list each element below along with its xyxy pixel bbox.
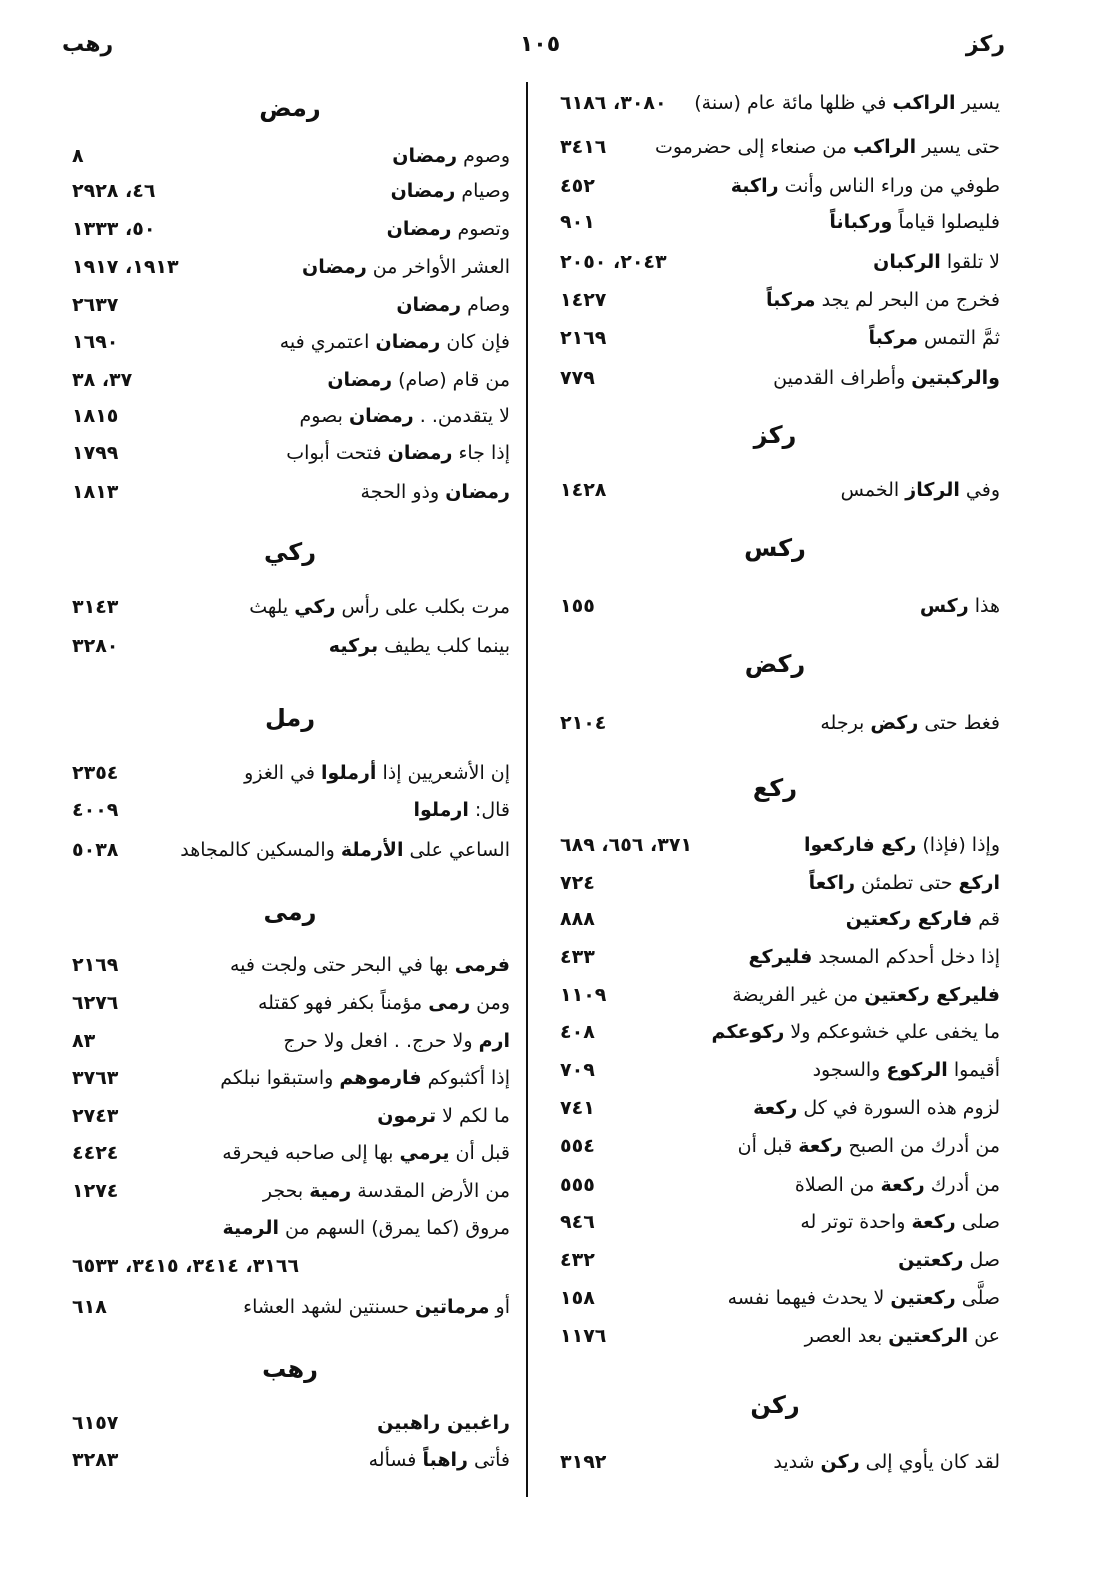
entry-phrase: لزوم هذه السورة في كل xyxy=(797,1097,1000,1119)
entry-keyword: فاركع ركعتين xyxy=(845,908,973,930)
entry-phrase: الخمس xyxy=(840,479,906,501)
entry-phrase: وأطراف القدمين xyxy=(773,367,912,389)
running-head-right: ركز xyxy=(965,32,1005,57)
entry-phrase: وصام xyxy=(461,294,510,316)
left-column-entry-text xyxy=(220,1059,510,1097)
entry-phrase: العشر الأواخر من xyxy=(366,256,510,278)
entry-keyword: رمى xyxy=(428,992,471,1014)
left-column-entry-refs: ١٦٩٠ xyxy=(72,331,119,353)
right-column-entry-text xyxy=(773,1443,1000,1481)
entry-phrase: مرت بكلب على رأس xyxy=(335,596,510,618)
left-column-entry-refs: ٨ xyxy=(72,145,84,167)
entry-keyword: فرمى xyxy=(454,954,510,976)
entry-phrase: اعتمري فيه xyxy=(279,331,376,353)
entry-keyword: ركع فاركعوا xyxy=(803,834,917,856)
left-column-root-heading: رمض xyxy=(259,94,321,122)
entry-phrase: فأتى xyxy=(467,1449,510,1471)
right-column-entry-text xyxy=(694,84,1000,122)
entry-keyword: فليركع xyxy=(748,946,813,968)
entry-phrase: في الغزو xyxy=(244,762,322,784)
entry-keyword: رمضان xyxy=(375,331,441,353)
entry-phrase: بصوم xyxy=(299,405,349,427)
right-column-entry-text xyxy=(753,1089,1000,1127)
right-column-entry-refs: ٢١٠٤ xyxy=(560,712,607,734)
right-column-entry-text xyxy=(712,1013,1000,1051)
left-column-entry-text xyxy=(244,754,510,792)
entry-phrase: إذا دخل أحدكم المسجد xyxy=(812,946,1000,968)
left-column-entry-refs: ٤٤٢٤ xyxy=(72,1142,119,1164)
left-column-entry-refs: ٢٣٥٤ xyxy=(72,762,119,784)
entry-keyword: رمضان xyxy=(392,145,458,167)
left-column-entry-text xyxy=(263,1172,510,1210)
entry-keyword: ركعة xyxy=(753,1097,798,1119)
entry-keyword: الركبان xyxy=(873,251,941,273)
right-column-root-heading: ركز xyxy=(753,421,797,449)
left-column-entry-text xyxy=(327,361,510,399)
left-column-entry-text xyxy=(413,791,510,829)
right-column-entry-refs: ٢٠٤٣، ٢٠٥٠ xyxy=(560,251,667,273)
entry-phrase: فخرج من البحر لم يجد xyxy=(815,289,1000,311)
right-column-entry-refs: ٤٣٢ xyxy=(560,1249,595,1271)
entry-keyword: راغبين راهبين xyxy=(377,1412,510,1434)
entry-phrase: وإذا (فإذا) xyxy=(916,834,1000,856)
left-column-entry-refs: ٣٧٦٣ xyxy=(72,1067,119,1089)
entry-phrase: فغط حتى xyxy=(918,712,1000,734)
entry-phrase: حسنتين لشهد العشاء xyxy=(243,1296,416,1318)
entry-phrase: حتى تطمئن xyxy=(855,872,959,894)
right-column-root-heading: ركع xyxy=(752,774,798,802)
entry-keyword: الرمية xyxy=(222,1217,280,1239)
entry-phrase: شديد xyxy=(773,1451,821,1473)
entry-phrase: من الصلاة xyxy=(794,1174,881,1196)
left-column-root-heading: رهب xyxy=(262,1355,318,1383)
left-column-entry-text xyxy=(361,473,510,511)
right-column-entry-refs: ٨٨٨ xyxy=(560,908,595,930)
running-head-left: رهب xyxy=(62,32,114,57)
entry-keyword: ترمون xyxy=(377,1105,437,1127)
entry-keyword: الراكب xyxy=(892,92,956,114)
right-column-entry-text xyxy=(795,1166,1000,1204)
right-column-entry-text xyxy=(773,359,1000,397)
entry-phrase: بها إلى صاحبه فيحرقه xyxy=(222,1142,400,1164)
entry-keyword: اركع xyxy=(958,872,1000,894)
entry-keyword: والركبتين xyxy=(911,367,1000,389)
left-column-entry-text xyxy=(230,946,510,984)
entry-phrase: من غير الفريضة xyxy=(732,984,865,1006)
right-column-entry-text xyxy=(655,128,1000,166)
entry-keyword: وركباناً xyxy=(829,211,893,233)
entry-phrase: فإن كان xyxy=(440,331,510,353)
entry-keyword: ارملوا xyxy=(413,799,469,821)
entry-phrase: لا تلقوا xyxy=(940,251,1000,273)
entry-keyword: ركض xyxy=(870,712,919,734)
right-column-entry-text xyxy=(920,587,1000,625)
right-column-entry-refs: ١١٠٩ xyxy=(560,984,607,1006)
left-column-entry-refs: ٥٠٣٨ xyxy=(72,839,119,861)
entry-phrase: حتى يسير xyxy=(916,136,1000,158)
left-column-entry-text xyxy=(222,1134,510,1172)
right-column-entry-text xyxy=(766,281,1000,319)
entry-keyword: مركباً xyxy=(868,327,918,349)
left-column-entry-text xyxy=(223,1209,511,1247)
entry-keyword: رمضان xyxy=(387,442,453,464)
entry-phrase: لا يحدث فيهما نفسه xyxy=(727,1287,891,1309)
entry-phrase: ما لكم لا xyxy=(436,1105,510,1127)
entry-phrase: واحدة توتر له xyxy=(800,1211,912,1233)
right-column-entry-text xyxy=(829,203,1000,241)
entry-phrase: ثمَّ التمس xyxy=(917,327,1000,349)
entry-phrase: قم xyxy=(972,908,1000,930)
entry-phrase: من أدرك من الصبح xyxy=(842,1135,1000,1157)
left-column-entry-text xyxy=(286,434,510,472)
entry-phrase: بحجر xyxy=(262,1180,310,1202)
left-column-entry-refs: ٣٢٨٠ xyxy=(72,635,119,657)
left-column-entry-refs: ٣١٤٣ xyxy=(72,596,119,618)
left-column-entry-text xyxy=(243,1288,510,1326)
entry-keyword: راكبة xyxy=(730,175,779,197)
left-column-entry-text xyxy=(180,831,510,869)
entry-phrase: ما يخفى علي خشوعكم ولا xyxy=(784,1021,1000,1043)
right-column-entry-text xyxy=(748,938,1000,976)
entry-phrase: فليصلوا قياماً xyxy=(892,211,1000,233)
entry-keyword: يرمي xyxy=(399,1142,450,1164)
right-column-entry-refs: ١٥٨ xyxy=(560,1287,595,1309)
entry-keyword: ركن xyxy=(820,1451,860,1473)
right-column-entry-refs: ١١٧٦ xyxy=(560,1325,607,1347)
entry-phrase: يسير xyxy=(955,92,1000,114)
entry-phrase: صلَّى xyxy=(955,1287,1000,1309)
left-column-entry-refs: ٦٢٧٦ xyxy=(72,992,119,1014)
right-column-entry-refs: ١٥٥ xyxy=(560,595,595,617)
entry-phrase: بها في البحر حتى ولجت فيه xyxy=(230,954,455,976)
left-column-entry-refs: ٦١٨ xyxy=(72,1296,107,1318)
right-column-entry-refs: ١٤٢٨ xyxy=(560,479,607,501)
right-column-entry-refs: ٧٠٩ xyxy=(560,1059,595,1081)
right-column-entry-text xyxy=(868,319,1000,357)
right-column-entry-text xyxy=(728,1279,1000,1317)
right-column-entry-refs: ٤٣٣ xyxy=(560,946,595,968)
entry-keyword: رمضان xyxy=(396,294,462,316)
right-column-entry-text xyxy=(898,1241,1000,1279)
entry-keyword: ركعتين xyxy=(890,1287,956,1309)
entry-keyword: رمضان xyxy=(386,218,452,240)
entry-keyword: رمضان xyxy=(445,481,510,503)
left-column-entry-refs: ٣٧، ٣٨ xyxy=(72,369,133,391)
entry-phrase: لقد كان يأوي إلى xyxy=(859,1451,1000,1473)
entry-phrase: وفي xyxy=(959,479,1000,501)
entry-phrase: فتحت أبواب xyxy=(286,442,388,464)
right-column-entry-text xyxy=(804,826,1000,864)
right-column-entry-text xyxy=(873,243,1000,281)
entry-phrase: قبل أن xyxy=(449,1142,510,1164)
left-column-entry-refs: ٤٦، ٢٩٢٨ xyxy=(72,180,156,202)
entry-phrase: والمسكين كالمجاهد xyxy=(180,839,341,861)
left-column-entry-refs: ١٧٩٩ xyxy=(72,442,119,464)
left-column-entry-text xyxy=(249,588,510,626)
entry-phrase: الساعي على xyxy=(403,839,510,861)
entry-phrase: قبل أن xyxy=(737,1135,799,1157)
entry-phrase: برجله xyxy=(820,712,871,734)
page-number: ١٠٥ xyxy=(519,32,561,57)
entry-phrase: لا يتقدمن. . xyxy=(413,405,510,427)
entry-phrase: طوفي من وراء الناس وأنت xyxy=(778,175,1000,197)
entry-keyword: راهباً xyxy=(422,1449,468,1471)
entry-keyword: ركي xyxy=(294,596,336,618)
entry-phrase: والسجود xyxy=(812,1059,887,1081)
column-divider xyxy=(526,82,528,1497)
left-column-root-heading: ركي xyxy=(263,538,317,566)
right-column-entry-text xyxy=(731,167,1000,205)
entry-keyword: فارموهم xyxy=(339,1067,422,1089)
left-column-entry-refs: ٥٠، ١٣٣٣ xyxy=(72,218,156,240)
left-column-entry-refs: ١٩١٣، ١٩١٧ xyxy=(72,256,179,278)
left-column-entry-refs: ٣١٦٦، ٣٤١٤، ٣٤١٥، ٦٥٣٣ xyxy=(72,1255,300,1277)
entry-keyword: ارم xyxy=(478,1030,510,1052)
right-column-entry-refs: ٢١٦٩ xyxy=(560,327,607,349)
entry-keyword: ركعة xyxy=(798,1135,843,1157)
entry-phrase: أقيموا xyxy=(947,1059,1000,1081)
entry-keyword: مركباً xyxy=(766,289,816,311)
left-column-entry-refs: ٢٦٣٧ xyxy=(72,294,119,316)
right-column-root-heading: ركض xyxy=(744,650,806,678)
entry-phrase: ولا حرج. . افعل ولا حرج xyxy=(283,1030,479,1052)
left-column-entry-text xyxy=(377,1097,510,1135)
right-column-entry-refs: ٣٧١، ٦٥٦، ٦٨٩ xyxy=(560,834,693,856)
entry-phrase: وتصوم xyxy=(451,218,510,240)
right-column-entry-refs: ٥٥٥ xyxy=(560,1174,595,1196)
entry-keyword: أرملوا xyxy=(321,762,377,784)
entry-keyword: الركاز xyxy=(905,479,960,501)
right-column-entry-refs: ٣٤١٦ xyxy=(560,136,607,158)
entry-phrase: إن الأشعريين إذا xyxy=(376,762,510,784)
entry-keyword: رمضان xyxy=(348,405,414,427)
left-column-entry-refs: ١٢٧٤ xyxy=(72,1180,119,1202)
left-column-entry-text xyxy=(280,323,510,361)
right-column-entry-text xyxy=(846,900,1000,938)
left-column-entry-refs: ٢١٦٩ xyxy=(72,954,119,976)
right-column-entry-refs: ٩٤٦ xyxy=(560,1211,595,1233)
left-column-entry-refs: ٤٠٠٩ xyxy=(72,799,119,821)
left-column-entry-refs: ١٨١٣ xyxy=(72,481,119,503)
right-column-entry-refs: ١٤٢٧ xyxy=(560,289,607,311)
left-column-root-heading: رمل xyxy=(264,704,316,732)
left-column-entry-text xyxy=(283,1022,510,1060)
right-column-entry-refs: ٤٥٢ xyxy=(560,175,595,197)
entry-phrase: بينما كلب يطيف xyxy=(378,635,510,657)
entry-keyword: ركس xyxy=(919,595,969,617)
right-column-entry-text xyxy=(805,1317,1000,1355)
entry-phrase: من صنعاء إلى حضرموت xyxy=(654,136,853,158)
left-column-entry-refs: ٣٢٨٣ xyxy=(72,1449,119,1471)
left-column-entry-text xyxy=(387,210,510,248)
entry-phrase: من الأرض المقدسة xyxy=(351,1180,510,1202)
right-column-entry-text xyxy=(732,976,1000,1014)
left-column-entry-text xyxy=(302,248,510,286)
left-column-entry-text xyxy=(377,1404,510,1442)
left-column-entry-text xyxy=(391,172,510,210)
entry-keyword: ركعتين xyxy=(898,1249,964,1271)
left-column-entry-refs: ٨٣ xyxy=(72,1030,96,1052)
right-column-entry-text xyxy=(738,1127,1000,1165)
entry-keyword: بركيه xyxy=(328,635,379,657)
right-column-root-heading: ركن xyxy=(750,1391,800,1419)
entry-phrase: أو xyxy=(489,1296,510,1318)
right-column-entry-text xyxy=(800,1203,1000,1241)
entry-phrase: واستبقوا نبلكم xyxy=(220,1067,340,1089)
left-column-entry-refs: ٦١٥٧ xyxy=(72,1412,119,1434)
left-column-entry-text xyxy=(258,984,510,1022)
left-column-entry-text xyxy=(369,1441,510,1479)
right-column-root-heading: ركس xyxy=(744,534,806,562)
left-column-entry-text xyxy=(396,286,510,324)
entry-phrase: من أدرك xyxy=(924,1174,1000,1196)
left-column-entry-refs: ٢٧٤٣ xyxy=(72,1105,119,1127)
entry-keyword: الركوع xyxy=(886,1059,948,1081)
entry-keyword: فليركع ركعتين xyxy=(864,984,1000,1006)
entry-keyword: ركوعكم xyxy=(711,1021,785,1043)
entry-phrase: إذا جاء xyxy=(452,442,510,464)
entry-phrase: عن xyxy=(968,1325,1000,1347)
entry-keyword: ركعة xyxy=(911,1211,956,1233)
entry-phrase: فسأله xyxy=(368,1449,423,1471)
entry-keyword: رمضان xyxy=(301,256,367,278)
right-column-entry-text xyxy=(813,1051,1000,1089)
entry-keyword: رمضان xyxy=(390,180,456,202)
right-column-entry-refs: ٧٧٩ xyxy=(560,367,595,389)
left-column-entry-text xyxy=(392,137,510,175)
right-column-entry-refs: ٣٠٨٠، ٦١٨٦ xyxy=(560,92,667,114)
right-column-entry-refs: ٥٥٤ xyxy=(560,1135,595,1157)
right-column-entry-text xyxy=(841,471,1000,509)
entry-phrase: قال: xyxy=(468,799,510,821)
entry-keyword: راكعاً xyxy=(808,872,856,894)
left-column-entry-text xyxy=(300,397,510,435)
entry-phrase: وصوم xyxy=(457,145,510,167)
entry-keyword: الركعتين xyxy=(888,1325,969,1347)
entry-keyword: الراكب xyxy=(852,136,917,158)
entry-phrase: هذا xyxy=(968,595,1000,617)
right-column-entry-refs: ٧٤١ xyxy=(560,1097,595,1119)
entry-phrase: في ظلها مائة عام (سنة) xyxy=(694,92,893,114)
entry-phrase: وصيام xyxy=(455,180,510,202)
left-column-root-heading: رمى xyxy=(263,898,317,926)
entry-phrase: إذا أكثبوكم xyxy=(421,1067,510,1089)
entry-phrase: مروق (كما يمرق) السهم من xyxy=(279,1217,510,1239)
right-column-entry-refs: ٤٠٨ xyxy=(560,1021,595,1043)
right-column-entry-text xyxy=(809,864,1000,902)
right-column-entry-text xyxy=(820,704,1000,742)
entry-keyword: الأرملة xyxy=(340,839,404,861)
entry-phrase: يلهث xyxy=(249,596,295,618)
left-column-entry-text xyxy=(329,627,510,665)
entry-keyword: رمضان xyxy=(327,369,393,391)
entry-phrase: من قام (صام) xyxy=(392,369,510,391)
entry-phrase: صلى xyxy=(955,1211,1000,1233)
entry-phrase: بعد العصر xyxy=(804,1325,889,1347)
entry-phrase: مؤمناً بكفر فهو كقتله xyxy=(257,992,429,1014)
right-column-entry-refs: ٧٢٤ xyxy=(560,872,595,894)
entry-phrase: وذو الحجة xyxy=(360,481,446,503)
right-column-entry-refs: ٣١٩٢ xyxy=(560,1451,607,1473)
entry-keyword: مرماتين xyxy=(415,1296,490,1318)
entry-phrase: صل xyxy=(963,1249,1000,1271)
entry-keyword: ركعة xyxy=(880,1174,925,1196)
entry-phrase: ومن xyxy=(470,992,510,1014)
right-column-entry-refs: ٩٠١ xyxy=(560,211,595,233)
entry-keyword: رمية xyxy=(309,1180,352,1202)
left-column-entry-refs: ١٨١٥ xyxy=(72,405,119,427)
